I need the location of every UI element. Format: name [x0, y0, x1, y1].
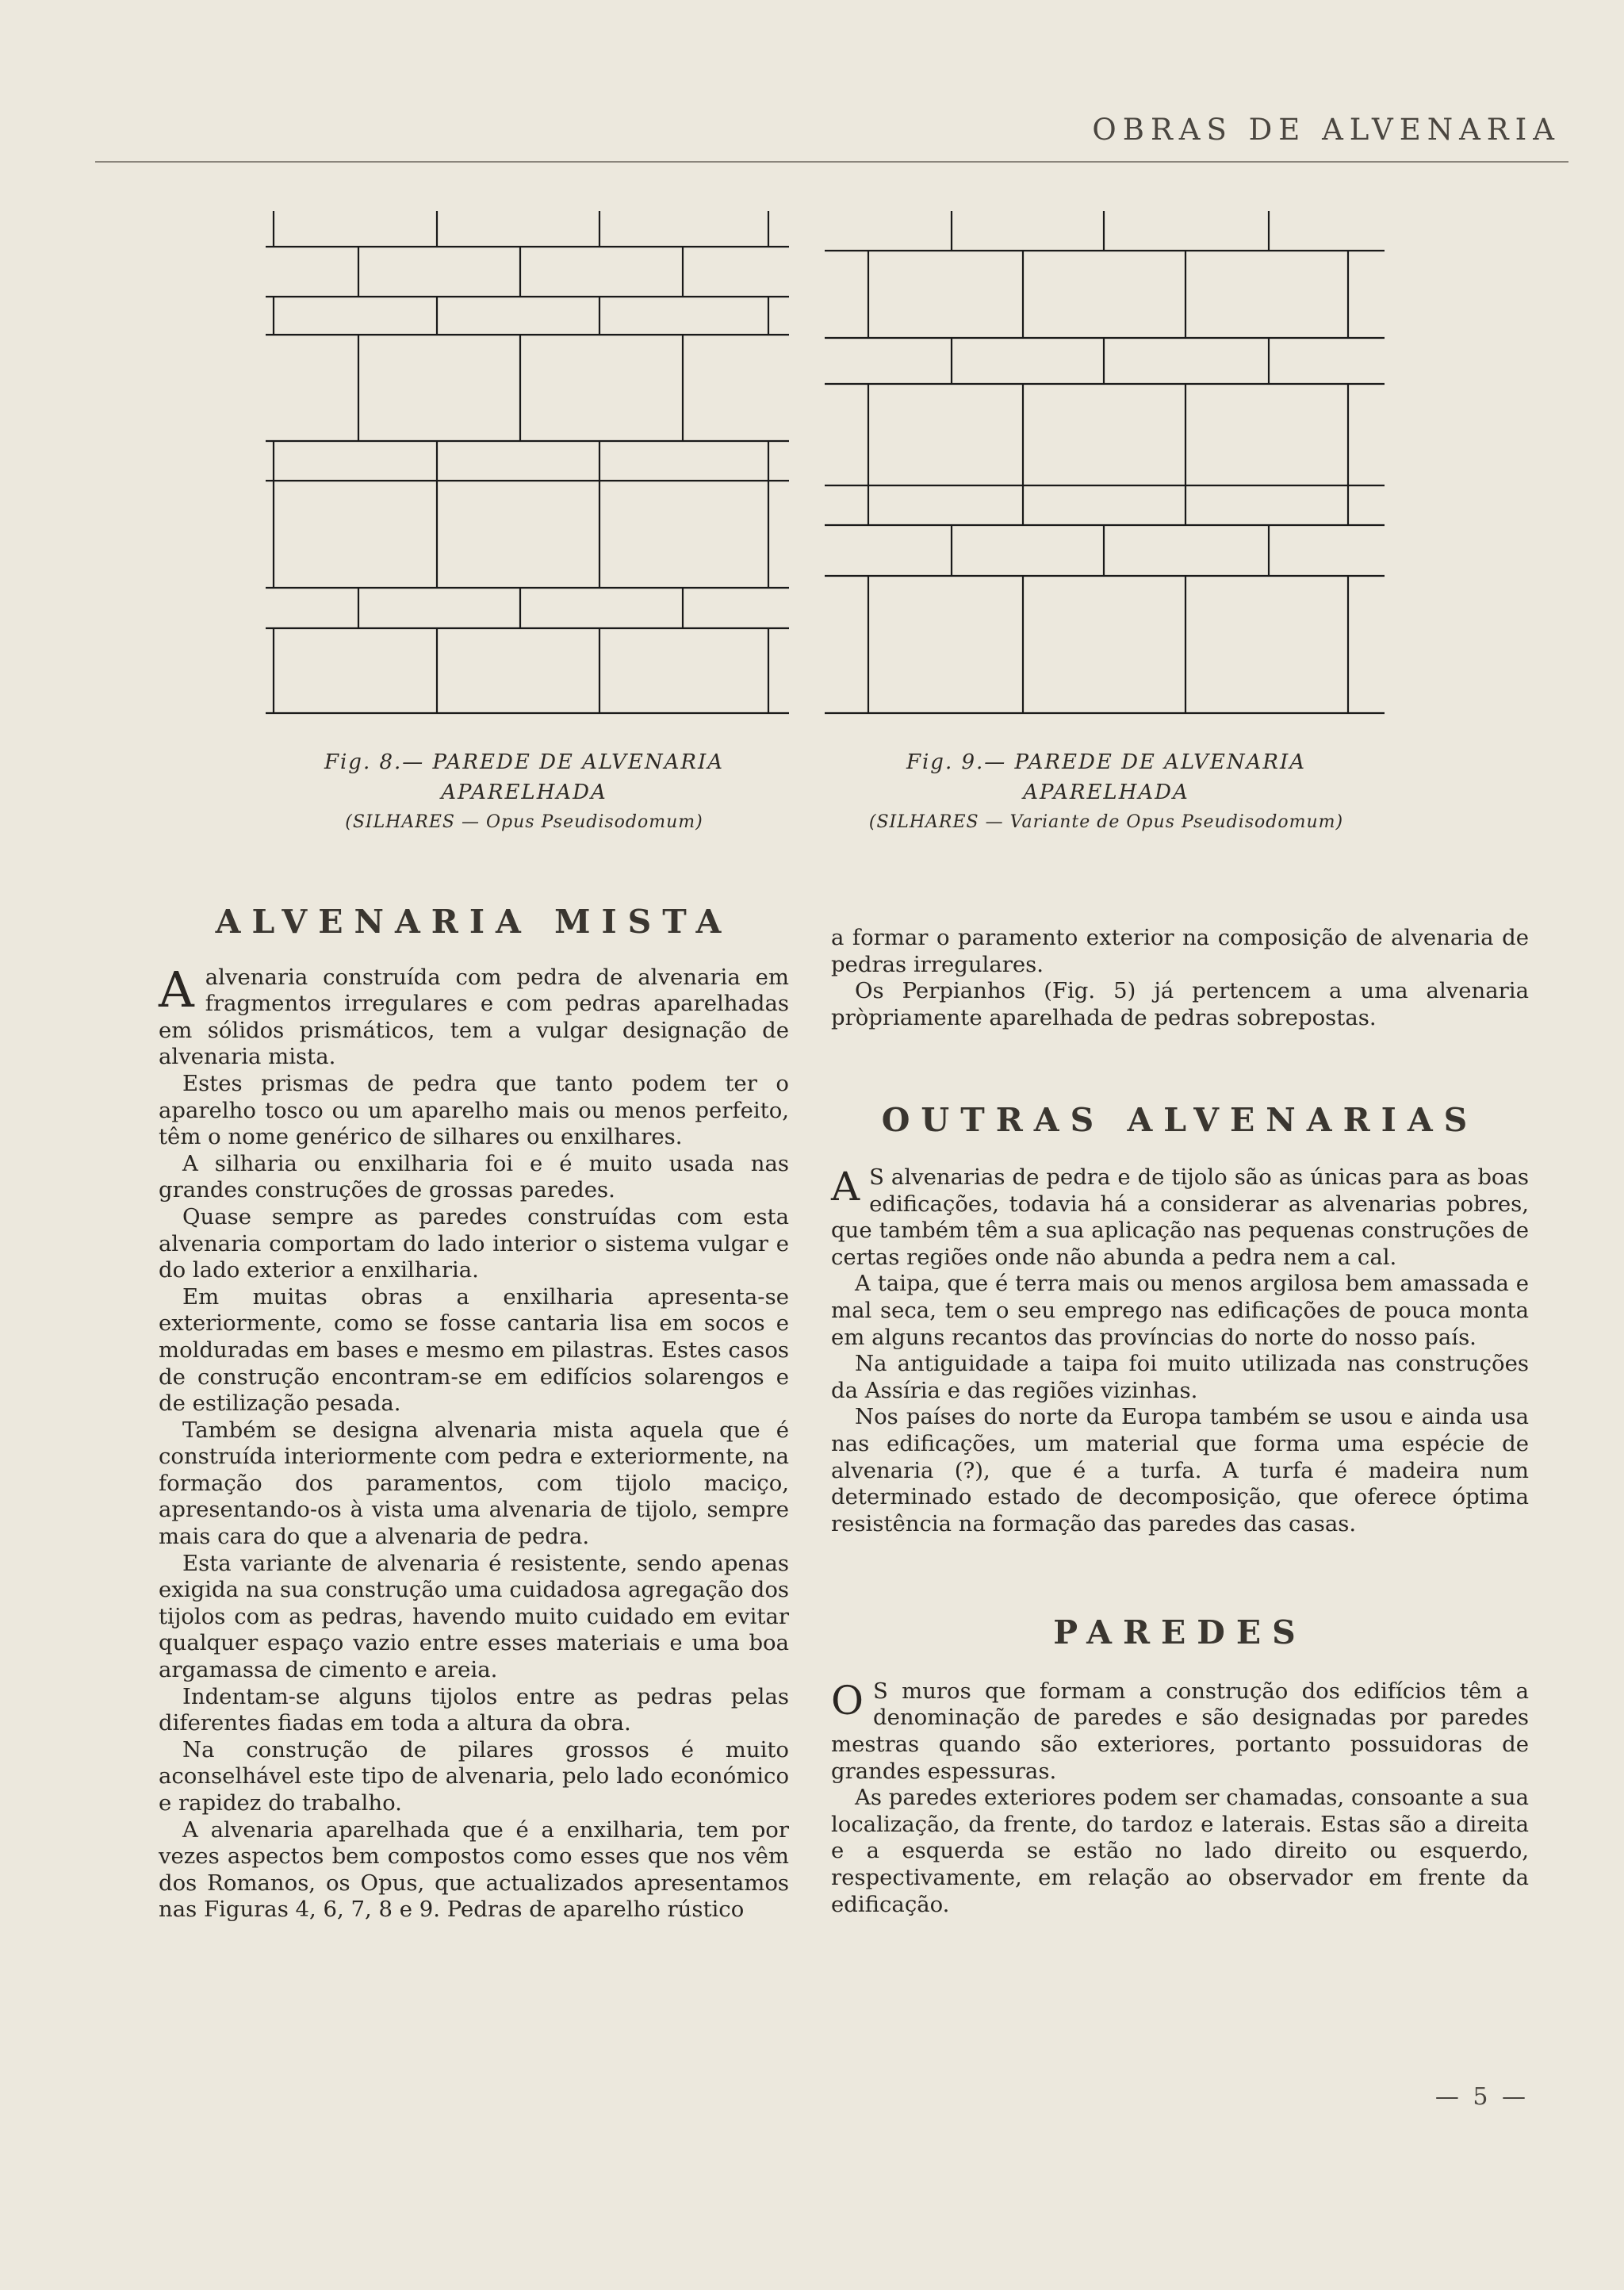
drop-cap: A — [159, 960, 194, 1018]
figure-9-caption — [825, 747, 1388, 838]
figure-9-svg — [825, 211, 1388, 719]
paragraph: Nos países do norte da Europa também se usou e ainda usa nas edificações, um material que forma uma espécie de alvenaria (?), que é a turfa. A turfa é madeira num determinado estado de decomposição, que oferece óptima resistência na formação das paredes das casas. — [831, 1404, 1529, 1536]
paragraph: A silharia ou enxilharia foi e é muito usada nas grandes construções de grossas paredes. — [159, 1150, 789, 1203]
figure-8-caption-line3: (SILHARES — Opus Pseudisodomum) — [345, 812, 703, 832]
paragraph: Esta variante de alvenaria é resistente, sendo apenas exigida na sua construção uma cuidadosa agregação dos tijolos com as pedras, havendo muito cuidado em evitar qualquer espaço vazio entre esses materiais e uma boa argamassa de cimento e areia. — [159, 1550, 789, 1683]
figure-8-wall-drawing — [250, 211, 799, 719]
paragraph: A taipa, que é terra mais ou menos argilosa bem amassada e mal seca, tem o seu emprego nas edificações de pouca monta em alguns recantos das províncias do norte do nosso país. — [831, 1271, 1529, 1350]
paragraph: a formar o paramento exterior na composição de alvenaria de pedras irregulares. — [831, 925, 1529, 977]
section-title-alvenaria-mista: ALVENARIA MISTA — [215, 903, 733, 941]
paragraph-text: S alvenarias de pedra e de tijolo são as únicas para as boas edificações, todavia há a considerar as alvenarias pobres, que também têm a sua aplicação nas pequenas construções de certas regiões onde não abunda a pedra nem a cal. — [831, 1164, 1529, 1270]
paragraph: Na antiguidade a taipa foi muito utilizada nas construções da Assíria e das regiões vizinhas. — [831, 1351, 1529, 1403]
figure-8-svg — [250, 211, 799, 719]
paragraph — [831, 1678, 1529, 1785]
figure-9-wall-drawing — [825, 211, 1388, 719]
paragraph: Estes prismas de pedra que tanto podem ter o aparelho tosco ou um aparelho mais ou menos perfeito, têm o nome genérico de silhares ou enxilhares. — [159, 1070, 789, 1150]
paragraph: Em muitas obras a enxilharia apresenta-se exteriormente, como se fosse cantaria lisa em socos e molduradas em bases e mesmo em pilastras. Estes casos de construção encontram-se em edifícios solarengos e de estilização pesada. — [159, 1283, 789, 1417]
paragraph — [159, 960, 789, 1071]
section-title-outras-alvenarias: OUTRAS ALVENARIAS — [881, 1101, 1479, 1140]
figure-8-caption-line2: APARELHADA — [441, 781, 607, 804]
header-rule — [95, 161, 1568, 163]
figure-8-caption-line1: Fig. 8.— PAREDE DE ALVENARIA — [324, 750, 725, 774]
page-number: — 5 — — [1434, 2083, 1529, 2111]
paragraph: A alvenaria aparelhada que é a enxilharia, tem por vezes aspectos bem compostos como esses que nos vêm dos Romanos, os Opus, que actualizados apresentamos nas Figuras 4, 6, 7, 8 e 9. Pedras de aparelho rústico — [159, 1816, 789, 1923]
figure-8-caption — [250, 747, 799, 838]
running-header: OBRAS DE ALVENARIA — [1092, 113, 1561, 147]
drop-cap: A — [831, 1163, 860, 1210]
paragraph-text: S muros que formam a construção dos edifícios têm a denominação de paredes e são designadas por paredes mestras quando são exteriores, portanto possuidoras de grandes espessuras. — [831, 1678, 1529, 1784]
paragraph: Na construção de pilares grossos é muito aconselhável este tipo de alvenaria, pelo lado económico e rapidez do trabalho. — [159, 1736, 789, 1816]
paragraph-text: alvenaria construída com pedra de alvenaria em fragmentos irregulares e com pedras aparelhadas em sólidos prismáticos, tem a vulgar designação de alvenaria mista. — [159, 964, 789, 1070]
figure-9-caption-line1: Fig. 9.— PAREDE DE ALVENARIA — [906, 750, 1307, 774]
drop-cap: O — [831, 1677, 864, 1724]
figure-9-caption-line3: (SILHARES — Variante de Opus Pseudisodomum) — [868, 812, 1344, 832]
left-column — [159, 903, 789, 1924]
paragraph: Também se designa alvenaria mista aquela que é construída interiormente com pedra e exteriormente, na formação dos paramentos, com tijolo maciço, apresentando-os à vista uma alvenaria de tijolo, sempre mais cara do que a alvenaria de pedra. — [159, 1417, 789, 1550]
paragraph — [831, 1164, 1529, 1271]
right-column — [831, 925, 1529, 1918]
paragraph: Indentam-se alguns tijolos entre as pedras pelas diferentes fiadas em toda a altura da obra. — [159, 1683, 789, 1736]
figure-9-caption-line2: APARELHADA — [1023, 781, 1189, 804]
paragraph: Quase sempre as paredes construídas com esta alvenaria comportam do lado interior o sistema vulgar e do lado exterior a enxilharia. — [159, 1203, 789, 1283]
paragraph: Os Perpianhos (Fig. 5) já pertencem a uma alvenaria pròpriamente aparelhada de pedras sobrepostas. — [831, 978, 1529, 1030]
paragraph: As paredes exteriores podem ser chamadas, consoante a sua localização, da frente, do tardoz e laterais. Estas são a direita e a esquerda se estão no lado direito ou esquerdo, respectivamente, em relação ao observador em frente da edificação. — [831, 1785, 1529, 1917]
section-title-paredes: PAREDES — [1053, 1613, 1307, 1652]
